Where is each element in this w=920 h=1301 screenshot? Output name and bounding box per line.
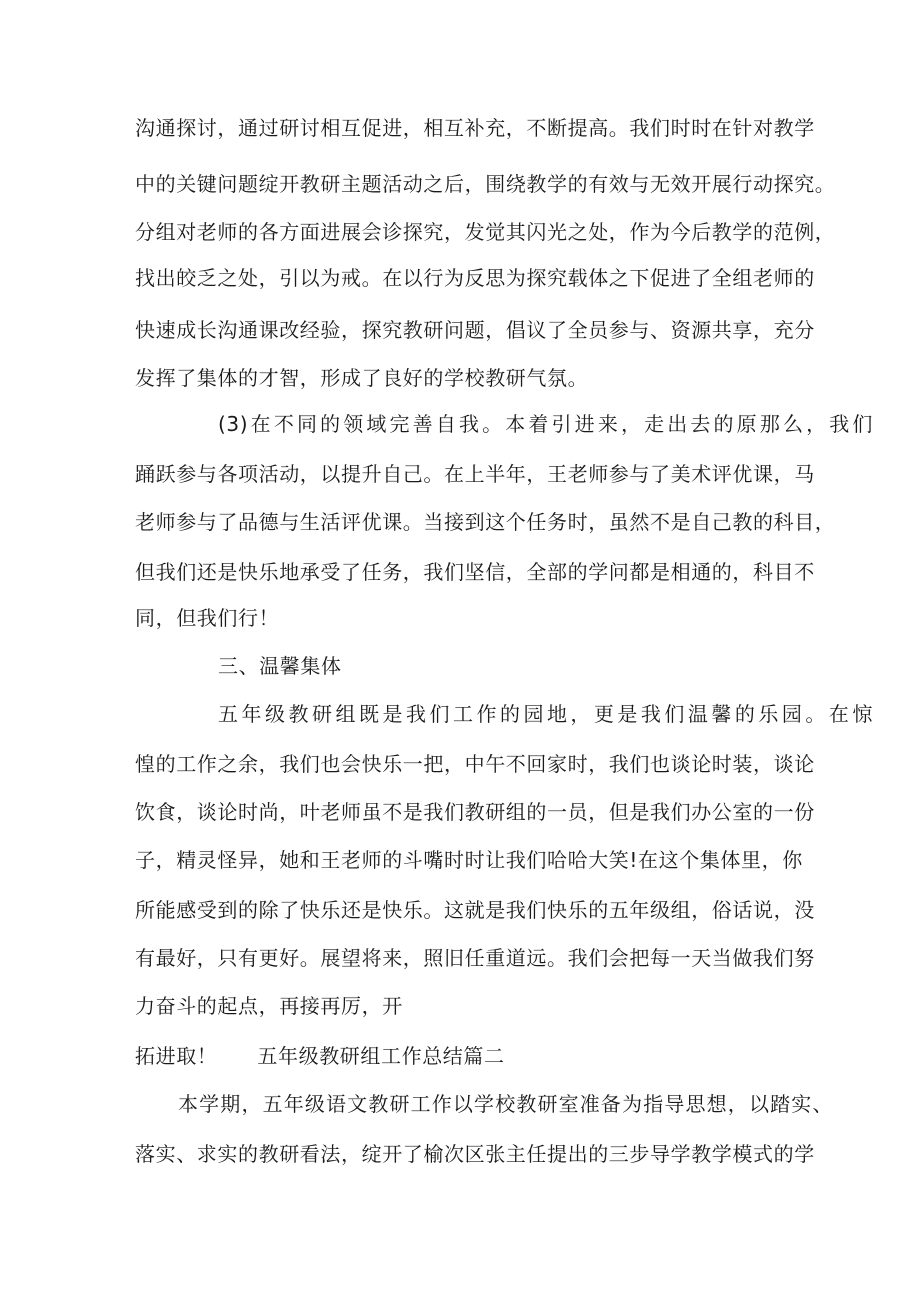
paragraph-line: 落实、求实的教研看法，绽开了榆次区张主任提出的三步导学教学模式的学 (135, 1142, 815, 1166)
paragraph-line: 踊跃参与各项活动，以提升自己。在上半年，王老师参与了美术评优课，马 (135, 462, 815, 486)
paragraph-line: 子，精灵怪异，她和王老师的斗嘴时时让我们哈哈大笑!在这个集体里，你 (135, 848, 803, 872)
paragraph-line: 本学期，五年级语文教研工作以学校教研室准备为指导思想，以踏实、 (178, 1092, 833, 1116)
paragraph-line: 拓进取！ (135, 1044, 218, 1068)
paragraph-line: 饮食，谈论时尚，叶老师虽不是我们教研组的一员，但是我们办公室的一份 (135, 800, 815, 824)
paragraph-line: 五年级教研组既是我们工作的园地，更是我们温馨的乐园。在惊 (218, 702, 873, 726)
paragraph-line: (3)在不同的领域完善自我。本着引进来，走出去的原那么，我们 (218, 412, 873, 436)
paragraph-line: 中的关键问题绽开教研主题活动之后，围绕教学的有效与无效开展行动探究。 (135, 172, 836, 196)
paragraph-line: 所能感受到的除了快乐还是快乐。这就是我们快乐的五年级组，俗话说，没 (135, 898, 815, 922)
paragraph-line: 找出皎乏之处，引以为戒。在以行为反思为探究载体之下促进了全组老师的 (135, 266, 815, 290)
paragraph-line: 但我们还是快乐地承受了任务，我们坚信，全部的学问都是相通的，科目不 (135, 560, 815, 584)
paragraph-line: 沟通探讨，通过研讨相互促进，相互补充，不断提高。我们时时在针对教学 (135, 116, 815, 140)
section-title: 五年级教研组工作总结篇二 (257, 1044, 505, 1068)
paragraph-line: 有最好，只有更好。展望将来，照旧任重道远。我们会把每一天当做我们努 (135, 946, 815, 970)
paragraph-line-with-title (135, 1042, 505, 1070)
paragraph-line: 分组对老师的各方面进展会诊探究，发觉其闪光之处，作为今后教学的范例， (135, 220, 836, 244)
paragraph-line: 发挥了集体的才智，形成了良好的学校教研气氛。 (135, 366, 589, 390)
paragraph-line: 惶的工作之余，我们也会快乐一把，中午不回家时，我们也谈论时装，谈论 (135, 752, 815, 776)
paragraph-line: 力奋斗的起点，再接再厉，开 (135, 994, 403, 1018)
section-heading: 三、温馨集体 (218, 654, 342, 678)
paragraph-line: 快速成长沟通课改经验，探究教研问题，倡议了全员参与、资源共享，充分 (135, 318, 815, 342)
paragraph-line: 同，但我们行！ (135, 606, 280, 630)
paragraph-line: 老师参与了品德与生活评优课。当接到这个任务时，虽然不是自己教的科目， (135, 510, 836, 534)
